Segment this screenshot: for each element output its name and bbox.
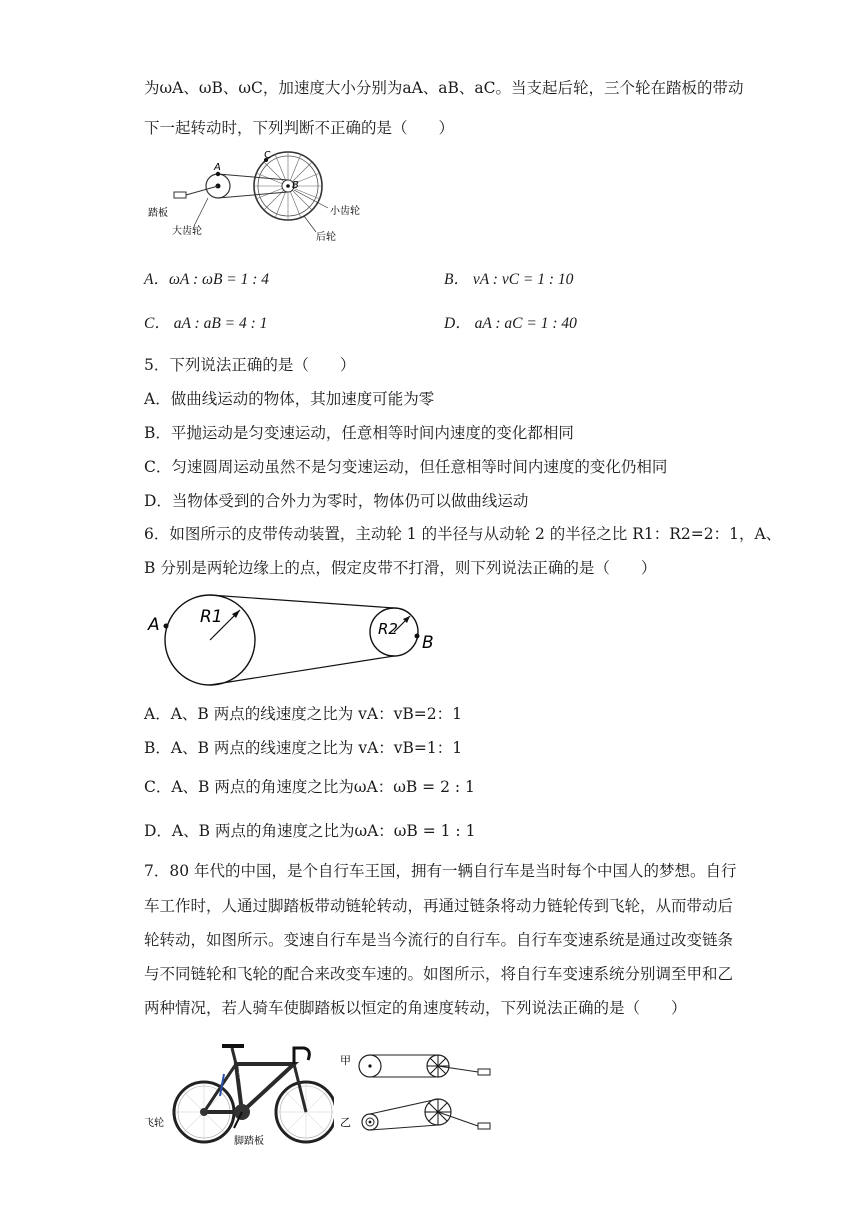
q5-option-c: C．匀速圆周运动虽然不是匀变速运动，但任意相等时间内速度的变化仍相同 <box>144 458 668 476</box>
q5-option-b: B．平抛运动是匀变速运动，任意相等时间内速度的变化都相同 <box>144 424 574 442</box>
q4-option-c: C． aA : aB = 4 : 1 <box>144 315 268 332</box>
q6-stem-line2: B 分别是两轮边缘上的点，假定皮带不打滑，则下列说法正确的是（ ） <box>144 559 657 577</box>
q4-label-small-gear: 小齿轮 <box>330 206 360 217</box>
gear-config-figure <box>338 1046 498 1142</box>
q7-stem-line1: 7．80 年代的中国，是个自行车王国，拥有一辆自行车是当时每个中国人的梦想。自行 <box>144 862 737 880</box>
q7-label-jia: 甲 <box>340 1054 351 1067</box>
q6-label-R1: R1 <box>200 607 223 627</box>
q6-option-c: C．A、B 两点的角速度之比为ωA：ωB = 2 : 1 <box>144 778 475 796</box>
q6-option-d: D．A、B 两点的角速度之比为ωA：ωB = 1 : 1 <box>144 822 476 840</box>
q7-stem-line3: 轮转动，如图所示。变速自行车是当今流行的自行车。自行车变速系统是通过改变链条 <box>144 931 734 949</box>
q7-label-flywheel: 飞轮 <box>144 1118 164 1129</box>
q4-label-rear-wheel: 后轮 <box>316 232 336 243</box>
q6-label-B: B <box>422 633 434 653</box>
q7-stem-line5: 两种情况，若人骑车使脚踏板以恒定的角速度转动，下列说法正确的是（ ） <box>144 999 687 1017</box>
q4-label-A: A <box>214 162 221 173</box>
road-bike-figure <box>144 1034 334 1146</box>
q6-stem-line1: 6．如图所示的皮带传动装置，主动轮 1 的半径与从动轮 2 的半径之比 R1：R2=2：1，A、 <box>144 525 782 543</box>
q4-option-d: D． aA : aC = 1 : 40 <box>444 315 577 332</box>
q5-option-d: D．当物体受到的合外力为零时，物体仍可以做曲线运动 <box>144 492 529 510</box>
q4-stem-line2: 下一起转动时，下列判断不正确的是（ ） <box>144 119 455 137</box>
q7-label-yi: 乙 <box>340 1116 351 1129</box>
bicycle-gear-figure <box>144 148 384 248</box>
q7-label-pedal: 脚踏板 <box>234 1136 264 1146</box>
q6-label-A: A <box>148 615 160 635</box>
q5-option-a: A．做曲线运动的物体，其加速度可能为零 <box>144 390 435 408</box>
q4-option-b: B． vA : vC = 1 : 10 <box>444 271 574 288</box>
belt-drive-figure <box>140 590 450 690</box>
q5-stem: 5．下列说法正确的是（ ） <box>144 356 356 374</box>
q7-stem-line4: 与不同链轮和飞轮的配合来改变车速的。如图所示，将自行车变速系统分别调至甲和乙 <box>144 965 734 983</box>
q4-option-a: A．ωA : ωB = 1 : 4 <box>144 271 270 288</box>
q4-label-C: C <box>264 150 271 161</box>
q4-label-big-gear: 大齿轮 <box>172 226 202 237</box>
q4-label-B: B <box>292 180 299 191</box>
q7-stem-line2: 车工作时，人通过脚踏板带动链轮转动，再通过链条将动力链轮传到飞轮，从而带动后 <box>144 897 734 915</box>
q4-label-pedal: 踏板 <box>148 208 168 219</box>
q6-option-b: B．A、B 两点的线速度之比为 vA：vB=1：1 <box>144 739 463 757</box>
q6-label-R2: R2 <box>378 620 398 638</box>
q7-label-chainring: 链轮 <box>238 1070 258 1081</box>
q4-stem-line1: 为ωA、ωB、ωC，加速度大小分别为aA、aB、aC。当支起后轮，三个轮在踏板的带动 <box>144 79 744 97</box>
q6-option-a: A．A、B 两点的线速度之比为 vA：vB=2：1 <box>144 705 462 723</box>
